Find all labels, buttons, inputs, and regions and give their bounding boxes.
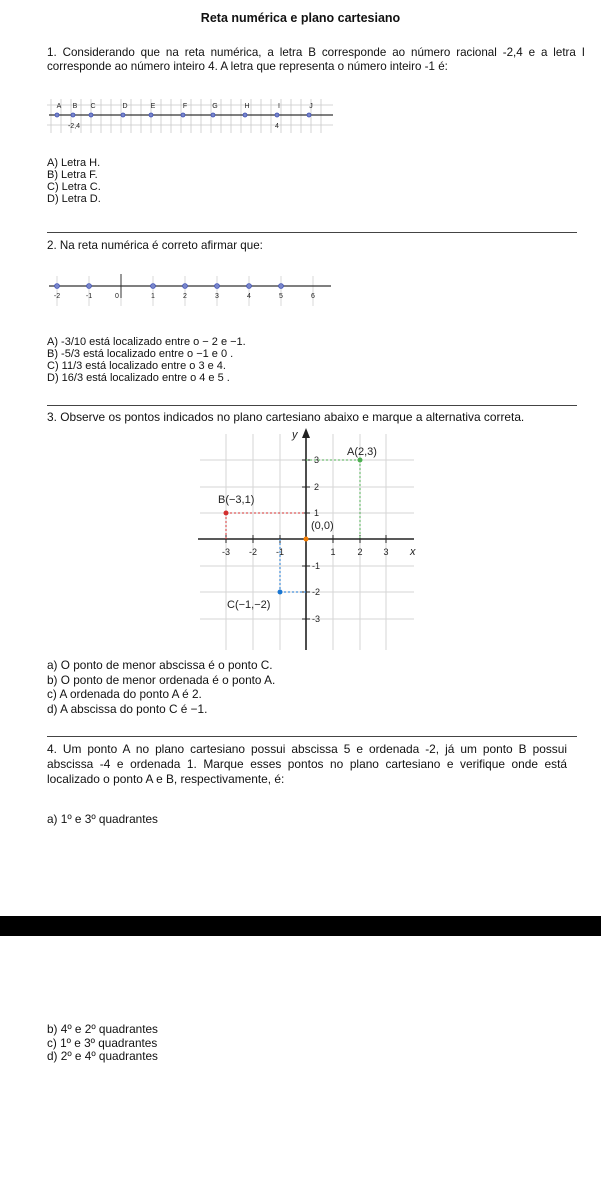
number-line-q1 <box>47 97 337 137</box>
point-b <box>224 511 229 516</box>
point-g <box>211 113 215 117</box>
option-c[interactable]: c) A ordenada do ponto A é 2. <box>47 687 202 701</box>
option-d[interactable]: d) A abscissa do ponto C é −1. <box>47 701 208 716</box>
question-4-text: 4. Um ponto A no plano cartesiano possui abscissa 5 e ordenada -2, já um ponto B possui abscissa -4 e ordenada 1. Marque esses pontos no plano cartesiano e verifique onde está localizado o ponto A e B, respectivamente, é: <box>47 742 567 786</box>
point <box>55 284 60 289</box>
point <box>247 284 252 289</box>
question-2-options <box>47 336 246 384</box>
option-a[interactable]: A) -3/10 está localizado entre o − 2 e −1. <box>47 336 246 348</box>
option-d[interactable]: D) 16/3 está localizado entre o 4 e 5 . <box>47 372 230 384</box>
option-d[interactable]: d) 2º e 4º quadrantes <box>47 1049 158 1063</box>
point <box>215 284 220 289</box>
x-tick-label: 2 <box>357 547 363 557</box>
black-band <box>0 916 601 936</box>
option-c[interactable]: C) Letra C. <box>47 181 101 193</box>
letter-e: E <box>150 103 156 110</box>
letter-h: H <box>244 103 250 110</box>
option-a[interactable]: A) Letra H. <box>47 157 101 169</box>
tick-label: -2 <box>53 293 61 300</box>
letter-f: F <box>182 103 188 110</box>
point-b-name: B(−3,1) <box>218 494 255 506</box>
y-tick-label: -3 <box>312 614 321 624</box>
option-b[interactable]: b) 4º e 2º quadrantes <box>47 1022 158 1036</box>
point-i <box>275 113 279 117</box>
letter-d: D <box>122 103 128 110</box>
x-tick-label: 1 <box>330 547 336 557</box>
point-f <box>181 113 185 117</box>
option-c[interactable]: C) 11/3 está localizado entre o 3 e 4. <box>47 360 226 372</box>
option-b[interactable]: B) Letra F. <box>47 169 98 181</box>
point-d <box>121 113 125 117</box>
y-tick-label: 2 <box>314 482 320 492</box>
letter-g: G <box>212 103 218 110</box>
tick-label: 4 <box>247 293 251 300</box>
separator <box>47 736 577 737</box>
question-2-text: 2. Na reta numérica é correto afirmar que: <box>47 239 263 252</box>
x-tick-label: 3 <box>383 547 389 557</box>
question-3-options <box>47 658 275 716</box>
y-tick-label: -1 <box>312 561 321 571</box>
letter-c: C <box>90 103 96 110</box>
point-a-name: A(2,3) <box>347 446 377 458</box>
question-1-options <box>47 157 101 205</box>
separator <box>47 405 577 406</box>
option-b[interactable]: b) O ponto de menor ordenada é o ponto A. <box>47 672 276 687</box>
x-tick-label: -1 <box>275 547 285 557</box>
point <box>151 284 156 289</box>
letter-j: J <box>309 103 313 110</box>
origin-point <box>304 537 309 542</box>
letter-b: B <box>72 103 78 110</box>
option-c[interactable]: c) 1º e 3º quadrantes <box>47 1035 158 1050</box>
tick-label: 1 <box>151 293 155 300</box>
value-i: 4 <box>275 123 279 130</box>
tick-label: -1 <box>85 293 93 300</box>
option-b[interactable]: B) -5/3 está localizado entre o −1 e 0 . <box>47 348 234 360</box>
origin-label: (0,0) <box>311 520 334 532</box>
tick-label: 0 <box>115 293 119 300</box>
y-tick-label: 3 <box>314 455 320 465</box>
separator <box>47 232 577 233</box>
letter-a: A <box>56 103 62 110</box>
point-a <box>55 113 59 117</box>
point-b <box>71 113 75 117</box>
x-axis-label: x <box>410 546 416 558</box>
tick-label: 6 <box>311 293 315 300</box>
x-tick-label: -2 <box>248 547 258 557</box>
point <box>87 284 92 289</box>
tick-label: 5 <box>279 293 283 300</box>
question-3-text: 3. Observe os pontos indicados no plano cartesiano abaixo e marque a alternativa correta. <box>47 410 525 424</box>
y-tick-label: 1 <box>314 508 320 518</box>
cartesian-plane <box>190 424 430 654</box>
question-4-option-a[interactable]: a) 1º e 3º quadrantes <box>47 812 158 826</box>
question-4-options <box>47 1023 158 1064</box>
point <box>183 284 188 289</box>
tick-label: 2 <box>183 293 187 300</box>
point-j <box>307 113 311 117</box>
question-1-text: 1. Considerando que na reta numérica, a letra B corresponde ao número racional -2,4 e a letra I corresponde ao número inteiro 4. A letra que representa o número inteiro -1 é: <box>47 46 585 73</box>
point-a <box>358 458 363 463</box>
page-title: Reta numérica e plano cartesiano <box>200 11 401 25</box>
option-a[interactable]: a) O ponto de menor abscissa é o ponto C. <box>47 658 273 672</box>
number-line-q2 <box>47 274 337 314</box>
y-tick-label: -2 <box>312 587 321 597</box>
letter-i: I <box>278 103 280 110</box>
point-c <box>278 590 283 595</box>
point-e <box>149 113 153 117</box>
point-h <box>243 113 247 117</box>
x-tick-label: -3 <box>221 547 231 557</box>
y-axis-arrow <box>302 428 310 438</box>
point <box>279 284 284 289</box>
point-c-name: C(−1,−2) <box>227 599 271 611</box>
option-d[interactable]: D) Letra D. <box>47 193 101 205</box>
value-b: -2,4 <box>67 123 81 130</box>
point-c <box>89 113 93 117</box>
tick-label: 3 <box>215 293 219 300</box>
y-axis-label: y <box>292 429 298 441</box>
